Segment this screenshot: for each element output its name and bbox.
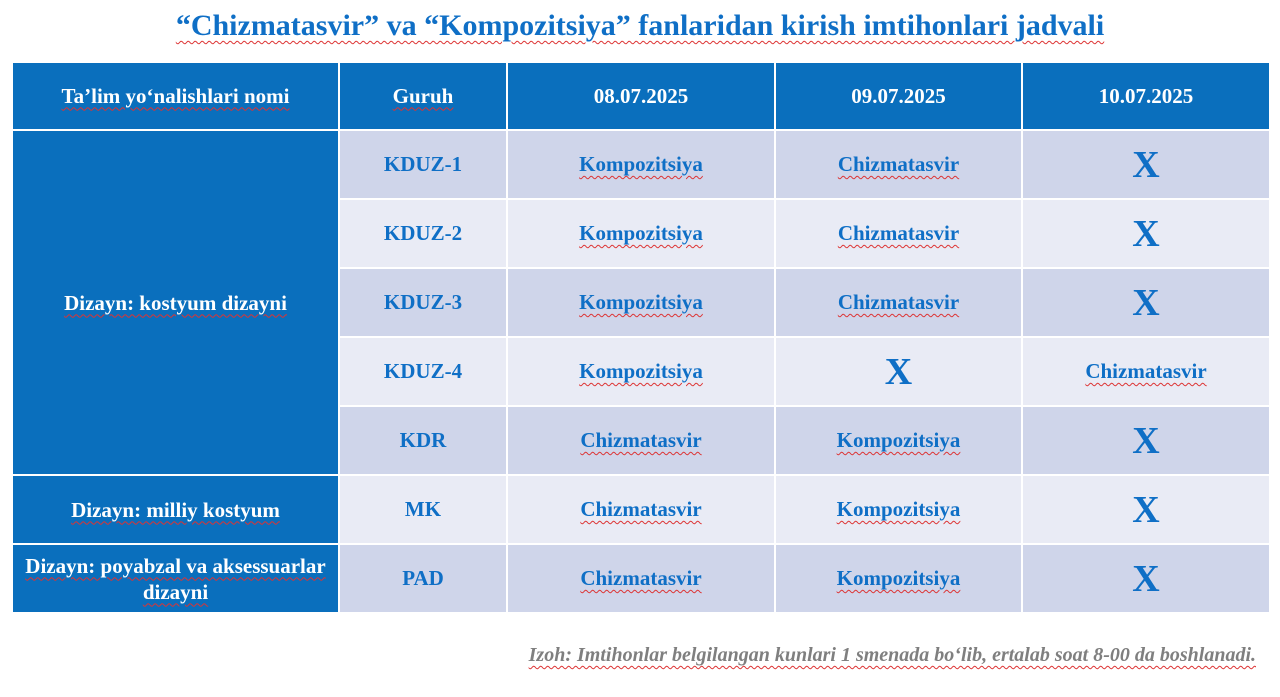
no-exam-mark: X — [1022, 268, 1270, 337]
direction-cell: Dizayn: poyabzal va aksessuarlar dizayni — [12, 544, 339, 613]
exam-cell: Chizmatasvir — [775, 199, 1022, 268]
exam-cell: Kompozitsiya — [775, 544, 1022, 613]
group-cell: MK — [339, 475, 507, 544]
page-title: “Chizmatasvir” va “Kompozitsiya” fanlaridan kirish imtihonlari jadvali — [175, 9, 1105, 42]
exam-cell: Kompozitsiya — [507, 337, 775, 406]
exam-cell: Kompozitsiya — [507, 199, 775, 268]
direction-cell: Dizayn: kostyum dizayni — [12, 130, 339, 475]
header-date-3: 10.07.2025 — [1022, 62, 1270, 130]
table-header-row — [12, 62, 1270, 130]
header-date-1: 08.07.2025 — [507, 62, 775, 130]
header-date-2: 09.07.2025 — [775, 62, 1022, 130]
no-exam-mark: X — [1022, 199, 1270, 268]
exam-cell: Chizmatasvir — [775, 268, 1022, 337]
direction-cell: Dizayn: milliy kostyum — [12, 475, 339, 544]
no-exam-mark: X — [1022, 475, 1270, 544]
exam-cell: Chizmatasvir — [507, 475, 775, 544]
exam-cell: Chizmatasvir — [507, 544, 775, 613]
group-cell: KDR — [339, 406, 507, 475]
no-exam-mark: X — [1022, 130, 1270, 199]
group-cell: KDUZ-1 — [339, 130, 507, 199]
exam-cell: Kompozitsiya — [775, 475, 1022, 544]
table-row — [12, 544, 1270, 613]
header-group: Guruh — [339, 62, 507, 130]
no-exam-mark: X — [1022, 406, 1270, 475]
group-cell: PAD — [339, 544, 507, 613]
table-row — [12, 130, 1270, 199]
table-row — [12, 475, 1270, 544]
exam-cell: Kompozitsiya — [507, 130, 775, 199]
group-cell: KDUZ-4 — [339, 337, 507, 406]
no-exam-mark: X — [775, 337, 1022, 406]
exam-cell: Chizmatasvir — [1022, 337, 1270, 406]
exam-schedule-table — [11, 61, 1271, 614]
group-cell: KDUZ-2 — [339, 199, 507, 268]
exam-cell: Kompozitsiya — [507, 268, 775, 337]
header-direction: Ta’lim yo‘nalishlari nomi — [12, 62, 339, 130]
exam-cell: Chizmatasvir — [775, 130, 1022, 199]
exam-cell: Kompozitsiya — [775, 406, 1022, 475]
exam-cell: Chizmatasvir — [507, 406, 775, 475]
group-cell: KDUZ-3 — [339, 268, 507, 337]
no-exam-mark: X — [1022, 544, 1270, 613]
footnote: Izoh: Imtihonlar belgilangan kunlari 1 smenada bo‘lib, ertalab soat 8-00 da boshlanadi. — [528, 644, 1256, 666]
